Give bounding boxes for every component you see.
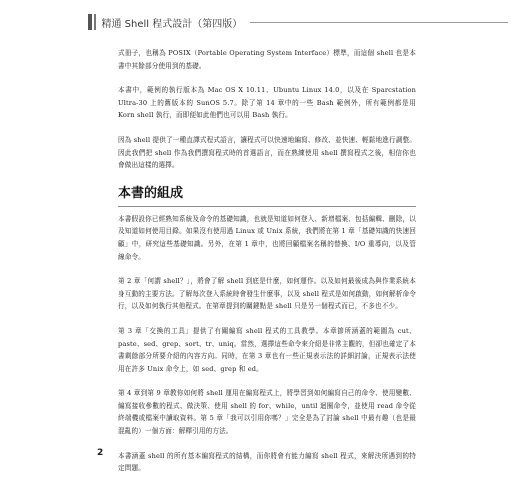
main-text bbox=[118, 47, 416, 487]
paragraph: 第 4 章到第 9 章教你如何將 shell 運用在編寫程式上，將學習到如何編寫自己的命令、使用變數、編寫接收參數的程式、做決策、使用 shell 的 for、while，until 迴圈命令，並使用 read 命令從終端機或檔案中讀取資料。第 5 章「我可以引用你嗎？」完全是為了討論 shell 中最有趣（也是最混亂的）一個方面：解釋引用的方法。 bbox=[118, 389, 416, 436]
header-title: 精通 Shell 程式設計（第四版） bbox=[101, 18, 243, 30]
paragraph: 式冊子，也稱為 POSIX（Portable Operating System Interface）標準，而這個 shell 也是本書中其餘部分使用到的基礎。 bbox=[118, 49, 416, 70]
header-rule bbox=[250, 22, 508, 23]
paragraph: 第 3 章「交換的工具」提供了有關編寫 shell 程式的工具教學。本章節所涵蓋的範圍為 cut、paste、sed、grep、sort、tr、uniq。當然，選擇這些命令來介紹是非常主觀的，但卻也確定了本書剩餘部分所要介紹的內容方向。同時，在第 3 章也有一些正規表示法的詳細討論，正規表示法使用在許多 Unix 命令上，如 sed、grep 和 ed。 bbox=[118, 326, 416, 373]
paragraph: 本書中，範例的執行版本為 Mac OS X 10.11、Ubuntu Linux 14.0，以及在 Sparcstation Ultra-30 上的舊版本的 SunOS 5.7。除了第 14 章中的一些 Bash 範例外，所有範例都是用 Korn shell 執行，而即便如此他們也可以用 Bash 執行。 bbox=[118, 86, 416, 120]
paragraph: 本書假設你已經熟知系統及命令的基礎知識，也就是知道如何登入、新增檔案、包括編輯、刪除，以及知道如何使用目錄。如果沒有使用過 Linux 或 Unix 系統，我們將在第 1 章「基礎知識的快速回顧」中，研究這些基礎知識。另外，在第 1 章中，也將回顧檔案名稱的替換、I/O 重導向，以及管線命令。 bbox=[118, 214, 416, 261]
paragraph: 第 2 章「何謂 shell？」，將會了解 shell 到底是什麼，如何運作。以及如何最後成為與作業系統本身互動的主要方法。了解每次登入系統時會發生什麼事，以及 shell 程式是如何啟動，如何解析命令行，以及如何執行其他程式。在第章提到的關鍵點是 shell 只是另一個程式而已，不多也不少。 bbox=[118, 277, 416, 311]
running-header bbox=[88, 14, 508, 30]
section-rule bbox=[118, 206, 416, 207]
paragraph: 因為 shell 提供了一種直譯式程式語言，讓程式可以快速地編寫、修改、並快速、輕鬆地進行調整。因此我們把 shell 作為我們撰寫程式時的首選語言，而在熟練使用 shell 撰寫程式之後，相信你也會做出這樣的選擇。 bbox=[118, 135, 416, 170]
paragraph: 本書涵蓋 shell 的所有基本編寫程式的結構，而你將會有能力編寫 shell 程式，來解決所遇到的特定問題。 bbox=[118, 451, 416, 473]
header-bar-mark bbox=[88, 14, 92, 30]
page-number: 2 bbox=[97, 448, 104, 458]
header-bar-mark-thin bbox=[94, 14, 96, 30]
section-heading: 本書的組成 bbox=[118, 185, 184, 201]
